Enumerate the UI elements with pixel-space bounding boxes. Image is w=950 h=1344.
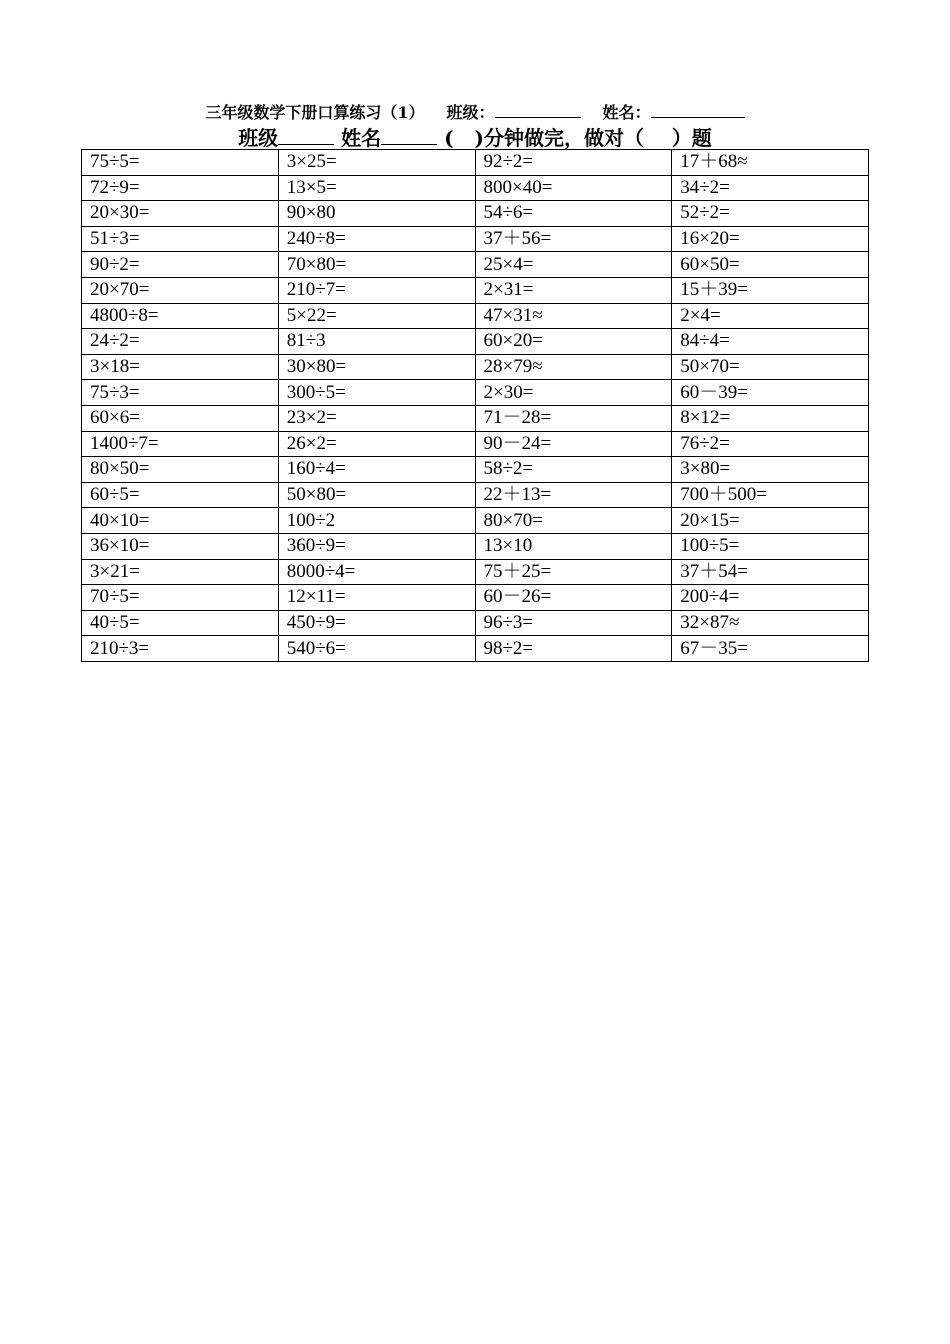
problem-cell: 60÷5= [82, 482, 279, 508]
problem-cell: 60×6= [82, 405, 279, 431]
table-row [82, 380, 869, 406]
problem-cell: 34÷2= [672, 175, 869, 201]
problem-cell: 75÷5= [82, 150, 279, 176]
problem-cell: 540÷6= [278, 636, 475, 662]
subtitle-name-label: 姓名 [341, 126, 382, 150]
problem-cell: 210÷7= [278, 277, 475, 303]
table-row [82, 610, 869, 636]
worksheet-subtitle-line [0, 124, 950, 150]
problem-cell: 76÷2= [672, 431, 869, 457]
problem-cell: 800×40= [475, 175, 672, 201]
subtitle-class-label: 班级 [238, 126, 279, 150]
problem-cell: 3×21= [82, 559, 279, 585]
problem-cell: 37＋54= [672, 559, 869, 585]
problem-cell: 60－26= [475, 585, 672, 611]
problem-cell: 54÷6= [475, 201, 672, 227]
problem-cell: 58÷2= [475, 457, 672, 483]
table-row [82, 405, 869, 431]
problem-cell: 25×4= [475, 252, 672, 278]
problem-cell: 5×22= [278, 303, 475, 329]
problem-cell: 22＋13= [475, 482, 672, 508]
subtitle-name-blank[interactable] [381, 124, 437, 145]
problem-cell: 60×50= [672, 252, 869, 278]
problem-cell: 71－28= [475, 405, 672, 431]
table-row [82, 431, 869, 457]
problem-cell: 700＋500= [672, 482, 869, 508]
table-row [82, 559, 869, 585]
problem-cell: 20×30= [82, 201, 279, 227]
table-row [82, 150, 869, 176]
problem-cell: 240÷8= [278, 226, 475, 252]
problem-cell: 450÷9= [278, 610, 475, 636]
problem-cell: 3×18= [82, 354, 279, 380]
worksheet-title-line [0, 100, 950, 124]
table-row [82, 201, 869, 227]
problem-cell: 50×80= [278, 482, 475, 508]
problem-cell: 17＋68≈ [672, 150, 869, 176]
problem-cell: 100÷5= [672, 533, 869, 559]
problem-cell: 100÷2 [278, 508, 475, 534]
problem-cell: 67－35= [672, 636, 869, 662]
table-row [82, 303, 869, 329]
problem-cell: 60×20= [475, 329, 672, 355]
problem-cell: 3×25= [278, 150, 475, 176]
problem-cell: 160÷4= [278, 457, 475, 483]
table-row [82, 457, 869, 483]
problem-cell: 26×2= [278, 431, 475, 457]
problem-cell: 40×10= [82, 508, 279, 534]
problem-cell: 84÷4= [672, 329, 869, 355]
table-row [82, 226, 869, 252]
problem-cell: 96÷3= [475, 610, 672, 636]
problem-cell: 75＋25= [475, 559, 672, 585]
problem-cell: 51÷3= [82, 226, 279, 252]
table-row [82, 277, 869, 303]
problem-cell: 80×70= [475, 508, 672, 534]
problem-cell: 15＋39= [672, 277, 869, 303]
problem-cell: 36×10= [82, 533, 279, 559]
problem-cell: 81÷3 [278, 329, 475, 355]
problem-cell: 52÷2= [672, 201, 869, 227]
problem-cell: 37＋56= [475, 226, 672, 252]
table-row [82, 533, 869, 559]
problem-cell: 70÷5= [82, 585, 279, 611]
subtitle-class-blank[interactable] [278, 124, 334, 145]
problem-cell: 47×31≈ [475, 303, 672, 329]
problem-cell: 13×10 [475, 533, 672, 559]
problem-cell: 75÷3= [82, 380, 279, 406]
problem-cell: 90×80 [278, 201, 475, 227]
subtitle-end-text: ）题 [671, 126, 712, 150]
problem-cell: 90÷2= [82, 252, 279, 278]
problem-cell: 32×87≈ [672, 610, 869, 636]
problem-cell: 80×50= [82, 457, 279, 483]
name-label: 姓名： [602, 103, 651, 122]
problem-cell: 70×80= [278, 252, 475, 278]
table-row [82, 252, 869, 278]
problem-cell: 2×31= [475, 277, 672, 303]
table-row [82, 585, 869, 611]
problem-cell: 23×2= [278, 405, 475, 431]
table-row [82, 329, 869, 355]
problem-cell: 92÷2= [475, 150, 672, 176]
problem-cell: 20×15= [672, 508, 869, 534]
problem-cell: 8000÷4= [278, 559, 475, 585]
problem-cell: 2×4= [672, 303, 869, 329]
problem-cell: 72÷9= [82, 175, 279, 201]
worksheet-title: 三年级数学下册口算练习（1） [205, 103, 425, 122]
problem-cell: 12×11= [278, 585, 475, 611]
arithmetic-table [81, 149, 869, 662]
problem-cell: 98÷2= [475, 636, 672, 662]
problem-cell: 4800÷8= [82, 303, 279, 329]
subtitle-paren-open: ( [444, 126, 454, 150]
problem-cell: 200÷4= [672, 585, 869, 611]
table-row [82, 175, 869, 201]
name-blank[interactable] [651, 100, 745, 118]
table-row [82, 354, 869, 380]
problem-cell: 90－24= [475, 431, 672, 457]
problem-cell: 24÷2= [82, 329, 279, 355]
table-row [82, 482, 869, 508]
problem-cell: 16×20= [672, 226, 869, 252]
problem-cell: 3×80= [672, 457, 869, 483]
problem-cell: 13×5= [278, 175, 475, 201]
table-row [82, 508, 869, 534]
problem-cell: 8×12= [672, 405, 869, 431]
problem-cell: 20×70= [82, 277, 279, 303]
class-blank[interactable] [495, 100, 581, 118]
problem-cell: 300÷5= [278, 380, 475, 406]
subtitle-minutes-text: )分钟做完，做对（ [474, 126, 644, 150]
problem-cell: 50×70= [672, 354, 869, 380]
problem-cell: 210÷3= [82, 636, 279, 662]
class-label: 班级： [446, 103, 495, 122]
problem-cell: 1400÷7= [82, 431, 279, 457]
problem-cell: 360÷9= [278, 533, 475, 559]
problem-cell: 40÷5= [82, 610, 279, 636]
problem-cell: 30×80= [278, 354, 475, 380]
problem-cell: 60－39= [672, 380, 869, 406]
problem-cell: 2×30= [475, 380, 672, 406]
problem-cell: 28×79≈ [475, 354, 672, 380]
table-row [82, 636, 869, 662]
